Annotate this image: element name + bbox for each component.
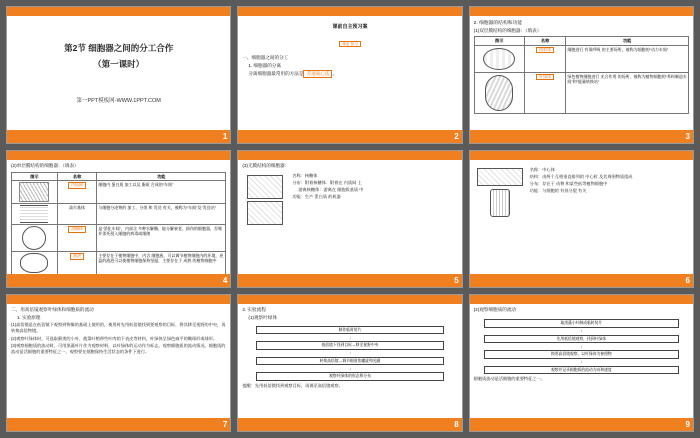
slide-7-h1: 二、用高倍镜观察叶绿体和细胞质的流动 [11,307,94,312]
slide-topbar [7,151,230,160]
page-number: 6 [685,276,690,285]
slide-5-l3: 游离核糖体：游离在 细胞质基质 中 [298,186,364,192]
flow-arrow-icon: ↓ [580,328,583,334]
golgi-figure-cell [12,204,58,225]
organelle-name: 线粒体 [536,47,554,54]
vacuole-figure-cell [12,252,58,274]
table-header-name: 名称 [57,172,96,180]
slide-3-title: 2. 细胞器的结构和功能 [473,21,523,26]
slide-2-sentence [242,70,457,78]
organelle-name-cell: 高尔基体 [57,204,96,225]
slide-3-body [470,16,693,130]
slide-topbar [7,295,230,304]
slide-topbar [238,151,461,160]
slide-9[interactable] [469,294,694,432]
flow-step-2: 先用低倍镜观察，找到叶绿体 [484,335,679,344]
slide-topbar [470,7,693,16]
slide-4-footer [7,274,230,287]
organelle-name-cell [57,252,96,274]
lysosome-figure-cell [12,225,58,252]
slide-6-l2: 结构：由两个互相垂直排列的 中心粒 及其周围物质组成 [529,174,633,180]
slide-7[interactable] [6,294,231,432]
slide-1-subtitle: 第一PPT模板网-WWW.1PPT.COM [76,97,161,104]
slide-topbar [470,151,693,160]
table-header-func: 功能 [97,172,226,180]
slide-8-footer [238,418,461,431]
slide-9-footer [470,418,693,431]
slide-6-footer [470,274,693,287]
flow-step-2: 低倍镜下找到目标→移至视野中央 [256,341,443,350]
slide-6-l3: 分布：存在于 动物 和某些低等植物细胞中 [529,181,608,187]
organelle-function-cell: 是“消化车间”，内部含 多种水解酶，能分解衰老、损伤的细胞器，吞噬并杀死侵入细胞的病毒或细菌 [97,225,226,252]
slide-8[interactable] [237,294,462,432]
slide-7-footer [7,418,230,431]
table-row [474,72,688,113]
flow-step-1: 取黑藻小叶制成临时装片 [484,319,679,328]
slide-2-tag: 课前·预习 [339,41,361,47]
organelle-function-cell: 细胞进行 有氧呼吸 的主要场所，被称为细胞的“动力车间” [566,45,689,72]
slide-4-body [7,160,230,274]
slide-5-l2: 分布：附着核糖体：附着在 内质网 上 [292,179,362,185]
flow-arrow-icon-2: ↓ [580,343,583,349]
flow-arrow-icon-2: ↓ [348,350,351,356]
chloroplast-figure-cell [474,72,524,113]
slide-6[interactable] [469,150,694,288]
slide-4[interactable] [6,150,231,288]
golgi-apparatus-icon [20,205,48,223]
slide-7-p2: (2)观察叶绿体时，可选取藓类的小叶、菠菜叶稍带些叶肉的下表皮等材料，叶绿体呈绿色扁平的椭球形或球形。 [11,335,218,341]
table-header-name: 名称 [524,37,566,45]
ribosome-icon [247,175,283,199]
slide-5-l4: 功能：生产 蛋白质 的机器 [292,193,341,199]
slide-2-h2: 1. 细胞器的分离 [248,62,281,68]
ribosome-icon-2 [247,201,283,225]
table-row [12,204,226,225]
slide-9-h1: (2)观察细胞质的流动 [473,307,517,312]
slide-2-blank: 差速离心法 [303,70,332,78]
table-header-func: 功能 [566,37,689,45]
mitochondrion-figure-cell [474,45,524,72]
flow-step-3: 转换高倍镜→调节细准焦螺旋和光圈 [256,357,443,366]
page-number: 7 [222,420,228,429]
er-figure-cell [12,181,58,204]
slide-1[interactable] [6,6,231,144]
slide-6-l4: 功能：与细胞的 有丝分裂 有关 [529,188,587,194]
flow-step-4: 观察叶绿体的形态和分布 [256,372,443,381]
slide-1-title-line1: 第2节 细胞器之间的分工合作 [64,43,174,53]
slide-1-footer [7,130,230,143]
slide-4-title: (2)单层膜结构的细胞器：（填表） [11,163,79,168]
slide-5-body [238,160,461,274]
flow-step-1: 制作临时装片 [256,326,443,335]
table-row [12,181,226,204]
slide-8-h2: (1)观察叶绿体 [248,314,277,320]
organelle-function-cell: 绿色植物细胞进行 光合作用 的场所，被称为植物细胞的“养料制造车间”和“能量转换站” [566,72,689,113]
slide-6-name-text: 名称：中心体 [529,167,555,172]
slide-5-title: (3)无膜结构的细胞器： [242,163,290,168]
organelle-function-cell: 细胞内 蛋白质 加工以及 脂质 合成的“车间” [97,181,226,204]
flow-arrow-icon: ↓ [348,334,351,340]
organelle-name: 内质网 [68,182,86,189]
flow-arrow-icon-3: ↓ [348,365,351,371]
slide-2-body [238,16,461,130]
page-number: 4 [222,276,228,285]
slide-5-footer [238,274,461,287]
organelle-table-double-membrane [474,36,689,113]
slide-3[interactable] [469,6,694,144]
slide-topbar [238,7,461,16]
slide-5[interactable] [237,150,462,288]
slide-7-h2: 1. 实验原理 [17,314,41,320]
slide-7-p3: (3)观察细胞质的流动时，可用黑藻叶片作为观察材料，以叶绿体的运动作为标志，观察细胞质的流动情况。细胞质的流动是活细胞的重要特征之一，观察要在细胞保持生活状态的条件下进行。 [11,342,226,354]
slide-3-subtitle: (1)双层膜结构的细胞器：（填表） [473,27,542,33]
slide-6-body [470,160,693,274]
organelle-name: 溶酶体 [68,226,86,233]
slide-topbar [238,295,461,304]
centriole-icon [490,189,510,217]
organelle-function-cell: 与细胞分泌物的 加工、分类 和 发送 有关，被称为“车间”及“发送站” [97,204,226,225]
slide-1-body [7,16,230,130]
slide-2-footer [238,130,461,143]
mitochondrion-icon [483,48,515,70]
flow-step-3: 换用高倍镜观察，以叶绿体为参照物 [484,350,679,359]
slide-9-note: 细胞质流动是活细胞的重要特征之一。 [473,376,545,382]
slide-2-h1: 一、细胞器之间的分工 [242,55,289,60]
organelle-name-cell [524,72,566,113]
centrosome-figure [474,167,526,220]
slide-7-p1: (1)高倍镜是在低倍镜下观察到物像的基础上使用的，使用时先用低倍镜找到要观察的目标，将其移至视野的中央，再转换高倍物镜。 [11,322,226,334]
flow-arrow-icon-3: ↓ [580,359,583,365]
table-header-fig: 图示 [474,37,524,45]
lysosome-icon [22,226,46,250]
slide-1-title-line2: （第一课时） [93,59,145,70]
organelle-name: 液泡 [70,253,84,260]
table-header-fig: 图示 [12,172,58,180]
table-row [12,252,226,274]
slide-8-body [238,304,461,418]
slide-8-note: 提醒：先用低倍镜找到观察目标，再调至高倍镜观察。 [242,383,343,388]
vacuole-icon [20,253,48,273]
organelle-name: 叶绿体 [536,74,554,81]
chloroplast-icon [485,75,513,111]
slide-7-body [7,304,230,418]
page-number: 8 [454,420,459,429]
organelle-name-cell [57,225,96,252]
table-row [474,45,688,72]
organelle-function-cell: 主要存在于植物细胞中，内含 细胞液，可以调节植物细胞内的环境，充盈的液泡可以使植物细胞保持坚挺，主要存在于 成熟 的植物细胞中 [97,252,226,274]
slide-2-sentence-end: 。 [332,71,338,77]
endoplasmic-reticulum-icon [19,182,49,202]
page-number: 5 [454,276,459,285]
slide-6-l1 [530,167,689,173]
slide-2[interactable] [237,6,462,144]
page-number: 3 [685,132,690,141]
slide-topbar [7,7,230,16]
table-row [12,225,226,252]
organelle-table-single-membrane [11,172,226,274]
slide-2-title: 课前自主预习案 [332,24,368,30]
page-number: 2 [454,132,459,141]
ribosome-figure [242,173,288,227]
flow-step-4: 观察并记录细胞质的流动方向和速度 [484,366,679,375]
page-number: 9 [685,420,690,429]
organelle-name-cell [57,181,96,204]
slide-topbar [470,295,693,304]
slide-5-l1: 名称：核糖体 [292,172,318,178]
slide-3-footer [470,130,693,143]
centriole-icon-top [477,168,523,186]
slide-2-sentence-lead: 分离细胞器最常用的方法是 [248,71,304,77]
slide-9-body [470,304,693,418]
organelle-name-cell [524,45,566,72]
page-number: 1 [222,132,228,141]
slide-8-h1: 2. 实验流程 [242,307,266,312]
